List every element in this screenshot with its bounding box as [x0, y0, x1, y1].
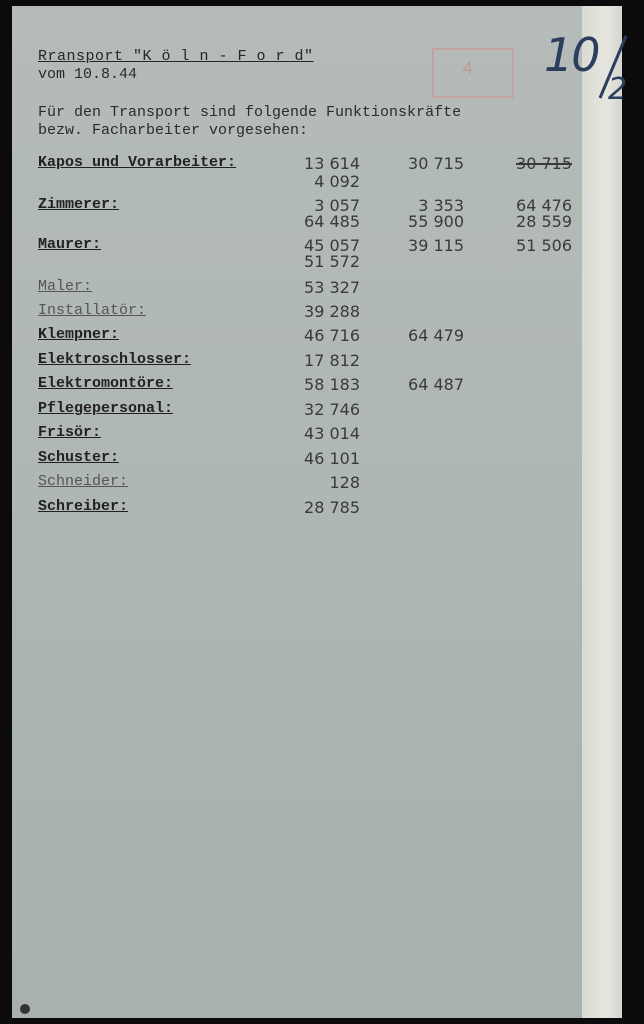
- number-cell: 51 572: [304, 252, 360, 271]
- stamp-mark: 4: [462, 60, 473, 80]
- number-cell: 39 115: [408, 236, 464, 255]
- intro-line-1: Für den Transport sind folgende Funktionskräfte: [38, 104, 462, 121]
- row-label: Maler:: [38, 278, 93, 295]
- row-label: Schneider:: [38, 473, 129, 490]
- row-label: Schuster:: [38, 449, 120, 466]
- row-label: Klempner:: [38, 326, 120, 343]
- row-label: Schreiber:: [38, 498, 129, 515]
- page-suffix: 2: [608, 72, 628, 107]
- number-cell: 3 057: [314, 196, 360, 215]
- number-cell: 32 746: [304, 400, 360, 419]
- page-number: 10: [544, 28, 599, 82]
- paper-edge-strip: [582, 6, 622, 1018]
- number-cell: 128: [329, 473, 360, 492]
- number-cell: 55 900: [408, 212, 464, 231]
- number-cell: 64 476: [516, 196, 572, 215]
- number-cell: 30 715: [408, 154, 464, 173]
- intro-line-2: bezw. Facharbeiter vorgesehen:: [38, 122, 309, 139]
- row-label: Pflegepersonal:: [38, 400, 174, 417]
- document-sheet: [12, 6, 628, 1018]
- row-label: Elektromontöre:: [38, 375, 174, 392]
- number-cell: 64 487: [408, 375, 464, 394]
- number-cell: 45 057: [304, 236, 360, 255]
- struck-number-cell: 30 715: [516, 154, 572, 173]
- number-cell: 51 506: [516, 236, 572, 255]
- number-cell: 58 183: [304, 375, 360, 394]
- row-label: Zimmerer:: [38, 196, 120, 213]
- number-cell: 43 014: [304, 424, 360, 443]
- document-date: vom 10.8.44: [38, 66, 138, 83]
- number-cell: 4 092: [314, 172, 360, 191]
- handwritten-page-number: [544, 28, 644, 118]
- number-cell: 13 614: [304, 154, 360, 173]
- number-cell: 39 288: [304, 302, 360, 321]
- number-cell: 28 559: [516, 212, 572, 231]
- number-cell: 46 101: [304, 449, 360, 468]
- number-cell: 46 716: [304, 326, 360, 345]
- number-cell: 64 485: [304, 212, 360, 231]
- ink-smudge: [20, 1004, 30, 1014]
- number-cell: 64 479: [408, 326, 464, 345]
- row-label: Frisör:: [38, 424, 102, 441]
- number-cell: 28 785: [304, 498, 360, 517]
- number-cell: 17 812: [304, 351, 360, 370]
- row-label: Kapos und Vorarbeiter:: [38, 154, 237, 171]
- row-label: Maurer:: [38, 236, 102, 253]
- row-label: Elektroschlosser:: [38, 351, 192, 368]
- row-label: Installatör:: [38, 302, 147, 319]
- number-cell: 3 353: [418, 196, 464, 215]
- red-stamp: [432, 48, 514, 98]
- number-cell: 53 327: [304, 278, 360, 297]
- document-title: Rransport "K ö l n - F o r d": [38, 48, 314, 65]
